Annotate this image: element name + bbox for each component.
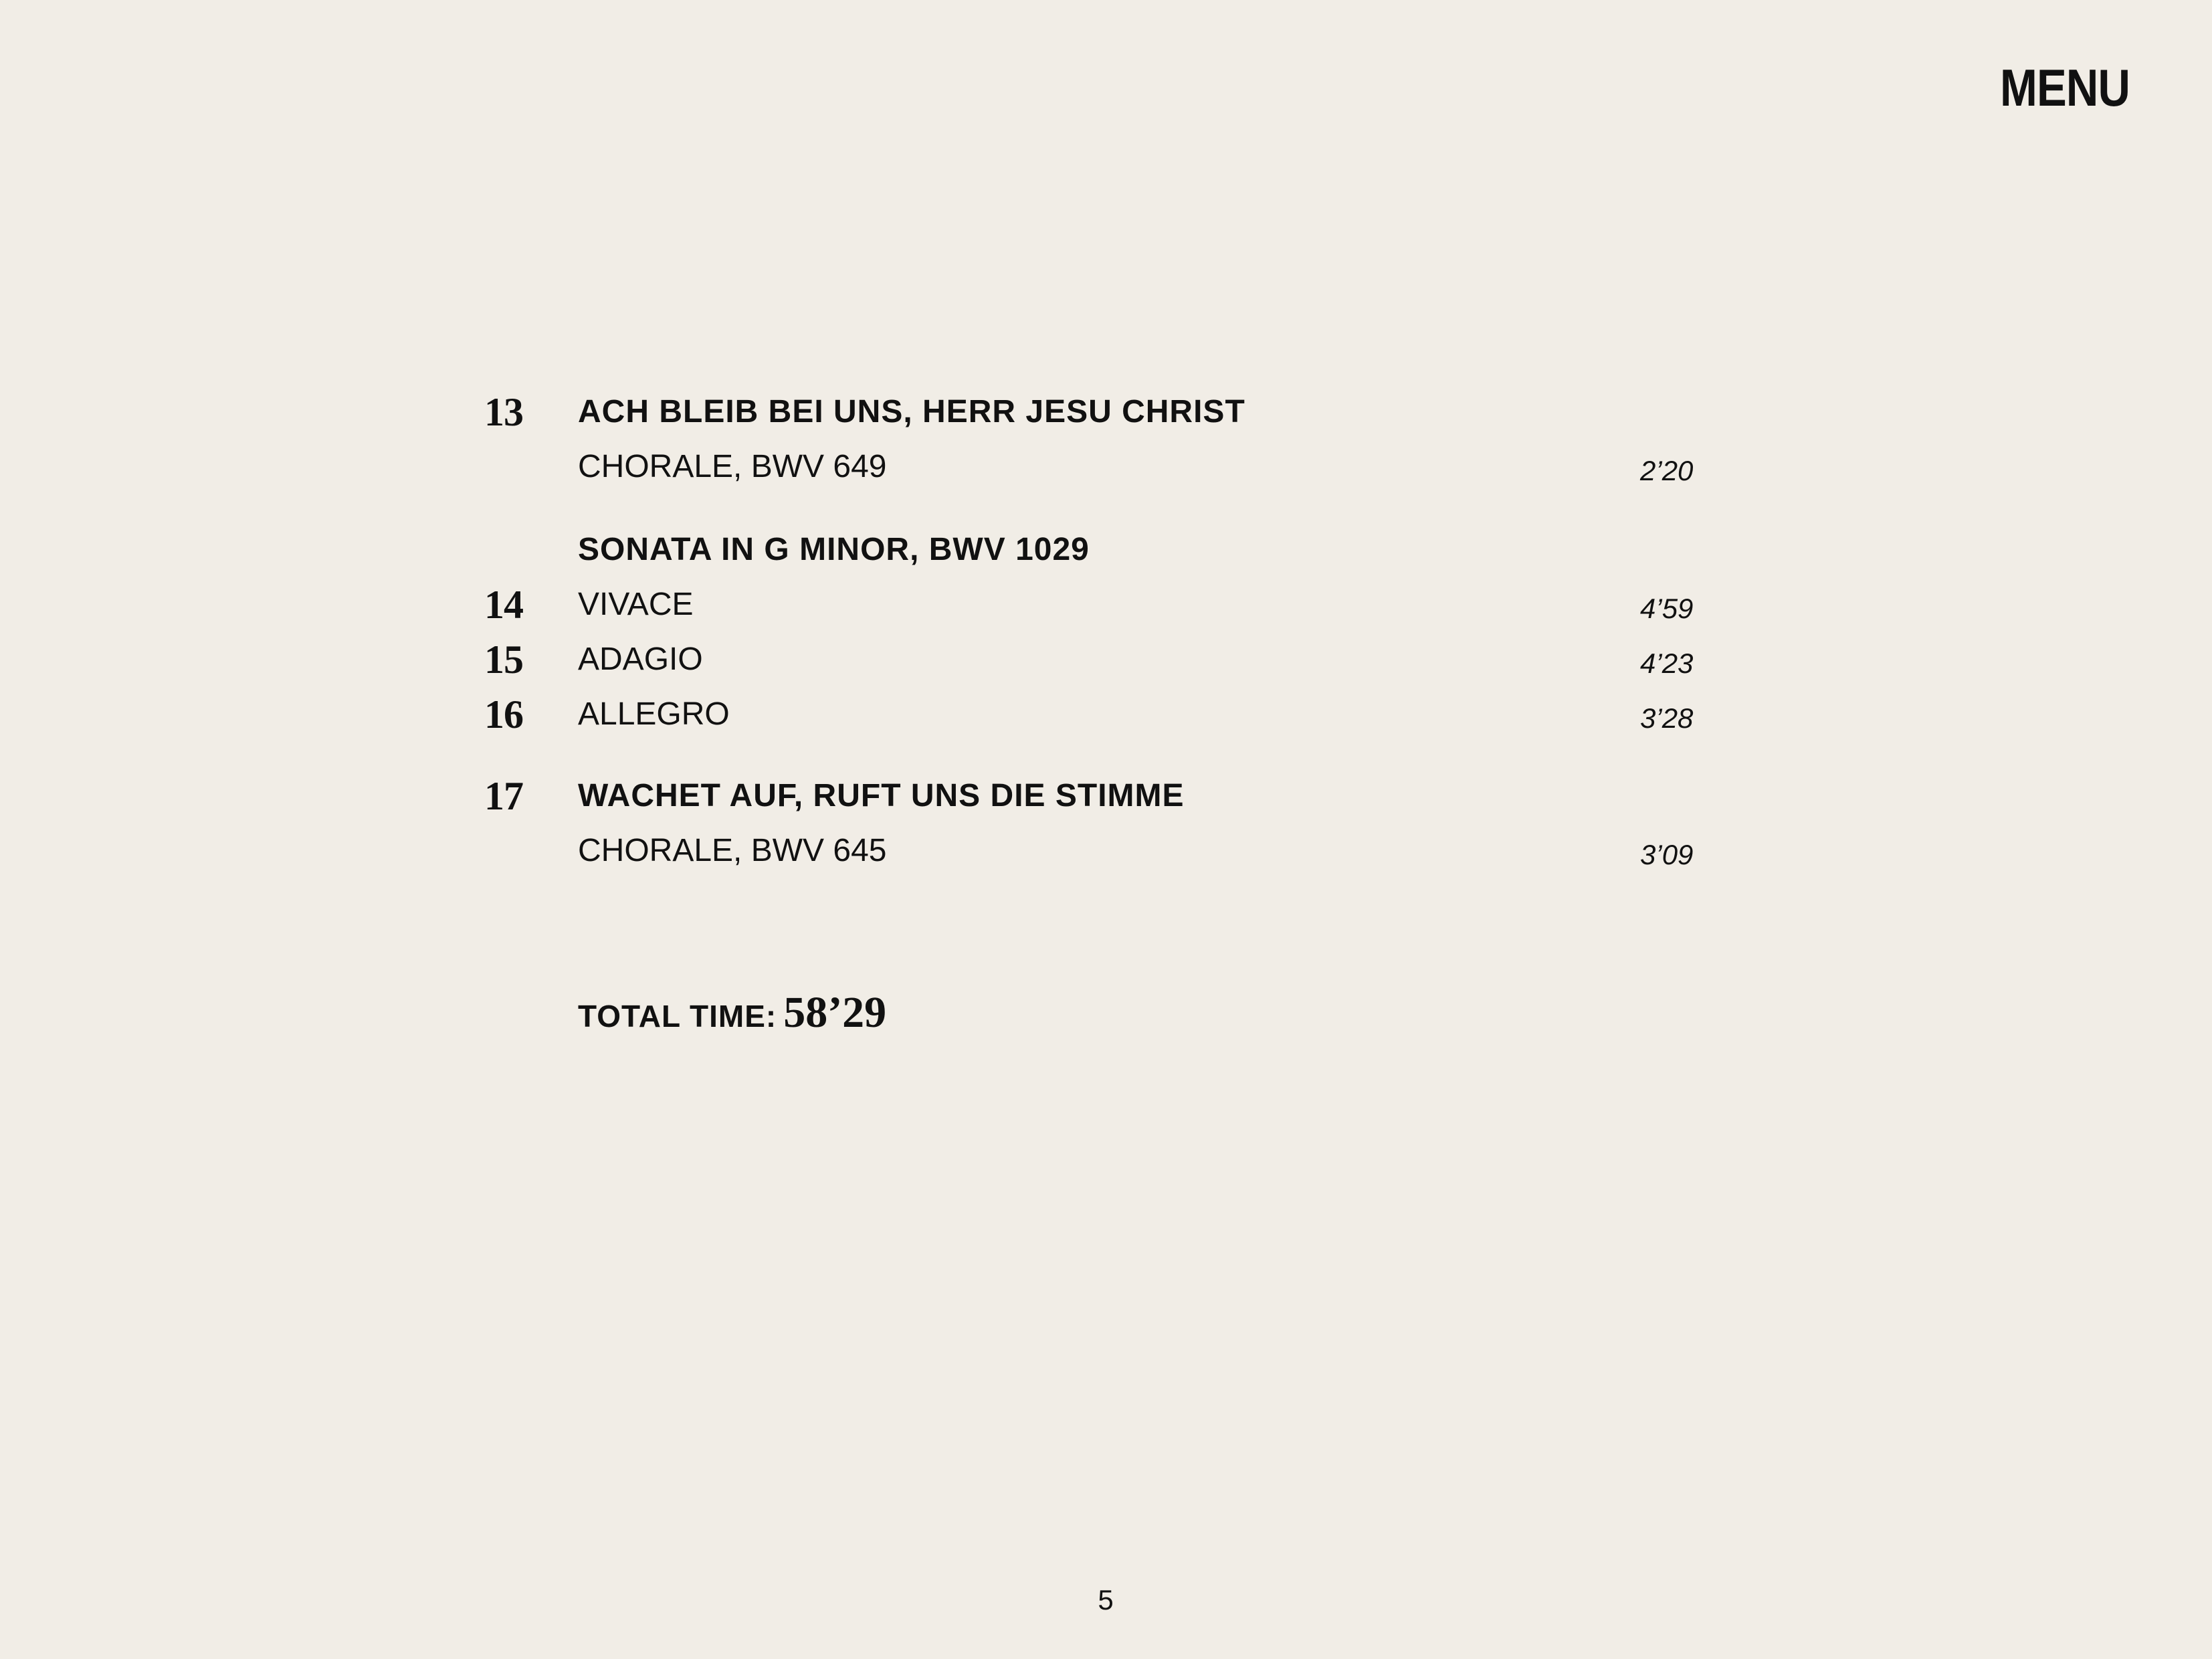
track-subtitle: CHORALE, BWV 645 xyxy=(578,833,887,868)
track-number: 13 xyxy=(484,390,523,434)
track-subtitle: CHORALE, BWV 649 xyxy=(578,449,887,484)
total-time-value: 58’29 xyxy=(783,988,887,1037)
track-title: WACHET AUF, RUFT UNS DIE STIMME xyxy=(578,778,1185,813)
track-duration: 4’59 xyxy=(1640,593,1694,624)
menu-button[interactable]: MENU xyxy=(2000,58,2130,117)
movement-name: ADAGIO xyxy=(578,642,703,677)
work-heading-sonata xyxy=(0,523,2212,577)
track-detail-13 xyxy=(0,440,2212,494)
page-number: 5 xyxy=(1098,1584,1114,1616)
track-duration: 3’28 xyxy=(1640,702,1694,734)
track-row-15 xyxy=(0,633,2212,686)
track-number: 16 xyxy=(484,692,523,737)
track-row-13 xyxy=(0,385,2212,439)
movement-name: ALLEGRO xyxy=(578,696,730,732)
track-duration: 4’23 xyxy=(1640,648,1694,679)
work-title: SONATA IN G MINOR, BWV 1029 xyxy=(578,532,1090,567)
total-time xyxy=(578,987,886,1038)
track-row-14 xyxy=(0,578,2212,631)
track-number: 15 xyxy=(484,638,523,682)
track-duration: 3’09 xyxy=(1640,839,1694,870)
track-number: 14 xyxy=(484,583,523,627)
track-row-16 xyxy=(0,688,2212,741)
total-time-label: TOTAL TIME: xyxy=(578,999,777,1034)
track-duration: 2’20 xyxy=(1640,455,1694,486)
track-number: 17 xyxy=(484,774,523,818)
movement-name: VIVACE xyxy=(578,587,694,622)
track-row-17 xyxy=(0,769,2212,823)
track-title: ACH BLEIB BEI UNS, HERR JESU CHRIST xyxy=(578,394,1245,429)
track-detail-17 xyxy=(0,824,2212,878)
